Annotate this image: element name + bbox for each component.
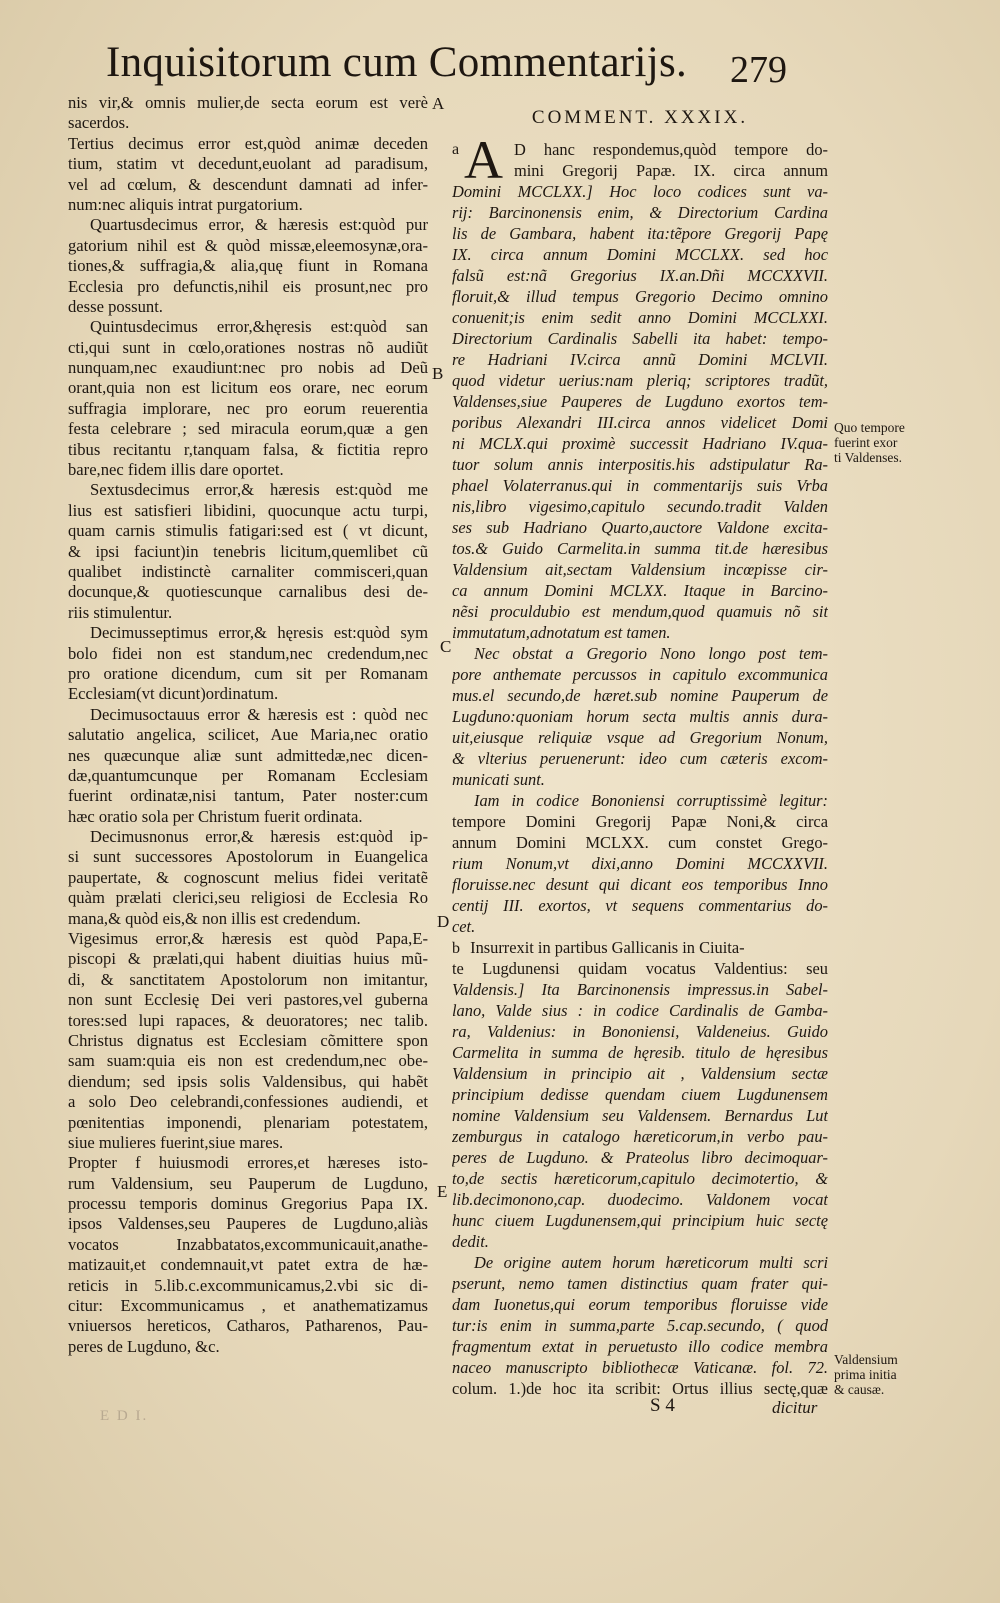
text-line: diendum; sed ipsis solis Valdensibus, qui habẽt bbox=[68, 1071, 428, 1091]
commentary-line: Lugduno:quoniam horum secta multis annis dura- bbox=[452, 707, 828, 726]
commentary-line: IX. circa annum Domini MCCLXX. sed hoc bbox=[452, 245, 828, 264]
marginal-note-line: fuerint exor bbox=[834, 435, 898, 450]
text-line: Sextusdecimus error,& hæresis est:quòd me bbox=[90, 480, 428, 500]
text-line: hæc oratio sola per Christum fuerit ordinata. bbox=[68, 806, 363, 826]
text-line: matizauit,et condemnauit,vt patet extra de hæ- bbox=[68, 1255, 428, 1275]
commentary-line: lib.decimonono,cap. duodecimo. Valdonem vocat bbox=[452, 1190, 828, 1209]
text-line: non sunt Ecclesię Dei veri pastores,vel guberna bbox=[68, 990, 428, 1010]
text-line: vel ad cœlum, & descendunt damnati ad infer- bbox=[68, 174, 428, 194]
text-line: vniuersos hereticos, Catharos, Patharenos, Pau- bbox=[68, 1316, 428, 1336]
text-line: Ecclesiam(vt dicunt)ordinatum. bbox=[68, 684, 279, 704]
text-line: tium, statim vt decedunt,euolant ad paradisum, bbox=[68, 154, 428, 174]
commentary-line: pserunt, nemo tamen distinctius quam frater qui- bbox=[452, 1274, 828, 1293]
commentary-line: dedit. bbox=[452, 1232, 489, 1251]
commentary-line: annum Domini MCLXX. cum constet Grego- bbox=[452, 833, 828, 852]
text-line: gatorium nihil est & quòd missæ,eleemosynæ,ora- bbox=[68, 235, 428, 255]
bleed-through-text: E D I. bbox=[100, 1408, 149, 1424]
commentary-line: naceo manuscripto bibliothecæ Vaticanæ. fol. 72. bbox=[452, 1358, 828, 1377]
text-line: dæ,quantumcunque per Romanam Ecclesiam bbox=[68, 765, 428, 785]
text-line: nes quæcunque aliæ sunt admittedæ,nec dicen- bbox=[68, 745, 428, 765]
text-line: vocatos Inzabbatatos,excommunicauit,anathe- bbox=[68, 1234, 428, 1254]
commentary-line: peres de Lugduno. & Prateolus libro decimoquar- bbox=[452, 1148, 828, 1167]
commentary-line: tos.& Guido Carmelita.in summa tit.de hæresibus bbox=[452, 539, 828, 558]
text-line: citur: Excommunicamus , et anathematizamus bbox=[68, 1296, 428, 1316]
text-line: paupertate, & cognoscunt melius fidei veritatẽ bbox=[68, 867, 428, 887]
text-line: sam suam:quia eis non est credendum,nec obe- bbox=[68, 1051, 428, 1071]
commentary-line: Directorium Cardinalis Sabelli ita habet: tempo- bbox=[452, 329, 828, 348]
commentary-line: Carmelita in summa de hęresib. titulo de hęresibus bbox=[452, 1043, 828, 1062]
text-line: piscopi & prælati,qui habent diuitias huius mũ- bbox=[68, 949, 428, 969]
text-line: tibus recitantu r,tanquam falsa, & fictitia repro bbox=[68, 439, 428, 459]
commentary-line: rij: Barcinonensis enim, & Directorium Cardina bbox=[452, 203, 828, 222]
commentary-line: nis,libro vigesimo,capitulo secundo.tradit Valden bbox=[452, 497, 828, 516]
commentary-line: floruit,& illud tempus Gregorio Decimo omnino bbox=[452, 287, 828, 306]
text-line: rum Valdensium, seu Pauperum de Lugduno, bbox=[68, 1173, 428, 1193]
text-line: di, & sanctitatem Apostolorum non imitantur, bbox=[68, 969, 428, 989]
left-text-column bbox=[68, 93, 428, 1393]
commentary-line: Nec obstat a Gregorio Nono longo post tem- bbox=[474, 644, 828, 663]
margin-letter-d: D bbox=[437, 912, 450, 931]
commentary-line: lis de Gambara, habent ita:tẽpore Gregorij Papę bbox=[452, 224, 828, 243]
text-line: Quartusdecimus error, & hæresis est:quòd pur bbox=[90, 215, 428, 235]
text-line: nunquam,nec exaudiunt:nec pro nobis ad Deũ bbox=[68, 358, 428, 378]
text-line: lius est satisfieri libidini, quocunque actu turpi, bbox=[68, 500, 428, 520]
text-line: Quintusdecimus error,&hęresis est:quòd san bbox=[90, 317, 428, 337]
text-line: desse possunt. bbox=[68, 296, 163, 316]
text-line: Christus dignatus est Ecclesiam cõmittere spon bbox=[68, 1030, 428, 1050]
text-line: salutatio angelica, scilicet, Aue Maria,nec oratio bbox=[68, 725, 428, 745]
commentary-line: ses sub Hadriano Quarto,auctore Valdone excita- bbox=[452, 518, 828, 537]
text-line: quam carnis stimulis fatigari:sed est ( vt dicunt, bbox=[68, 521, 428, 541]
marginal-note-dating bbox=[834, 420, 905, 465]
commentary-line: rium Nonum,vt dixi,anno Domini MCCXXVII. bbox=[452, 854, 828, 873]
commentary-line: te Lugdunensi quidam vocatus Valdentius: seu bbox=[452, 959, 828, 978]
commentary-line bbox=[452, 937, 828, 958]
margin-letter-e: E bbox=[437, 1182, 448, 1201]
margin-letter-c: C bbox=[440, 637, 452, 656]
commentary-line: uit,eiusque reliquiæ vsque ad Gregorium Nonum, bbox=[452, 728, 828, 747]
text-line: docunque,& quotiescunque carnalibus desi de- bbox=[68, 582, 428, 602]
text-line: suffragia implorare, nec pro eorum reuerentia bbox=[68, 398, 428, 418]
commentary-line: tur:is enim in summa,parte 5.cap.secundo, ( quod bbox=[452, 1316, 828, 1335]
text-line: festa celebrare ; sed miracula eorum,quæ a gen bbox=[68, 419, 428, 439]
commentary-line: Valdenses,siue Pauperes de Lugduno exortos tem- bbox=[452, 392, 828, 411]
text-line: nis vir,& omnis mulier,de secta eorum est verè bbox=[68, 93, 428, 112]
text-line: quàm prælati clerici,seu religiosi de Ecclesia Ro bbox=[68, 888, 428, 908]
commentary-line: Valdensium in principio ait , Valdensium sectæ bbox=[452, 1064, 828, 1083]
note-letter-b: b bbox=[452, 940, 460, 957]
commentary-line: De origine autem horum hæreticorum multi scri bbox=[474, 1253, 828, 1272]
text-line: peres de Lugduno, &c. bbox=[68, 1336, 220, 1356]
commentary-line: Valdensis.] Ita Barcinonensis impressus.in Sabel- bbox=[452, 980, 828, 999]
text-line: ipsos Valdenses,seu Pauperes de Lugduno,aliàs bbox=[68, 1214, 428, 1234]
text-line: siue mulieres fuerint,siue mares. bbox=[68, 1132, 284, 1152]
commentary-line: & vlterius peruenerunt: ideo cum cæteris excom- bbox=[452, 749, 828, 768]
note-letter-a: a bbox=[452, 141, 460, 158]
commentary-line-text: Insurrexit in partibus Gallicanis in Ciuita- bbox=[470, 938, 745, 957]
text-line: bolo fidei non est standum,nec credendum,nec bbox=[68, 643, 428, 663]
commentary-line: quod videtur uerius:nam pleriq; scriptores tradũt, bbox=[452, 371, 828, 390]
commentary-text bbox=[452, 130, 828, 1399]
marginal-note-line: & causæ. bbox=[834, 1382, 885, 1397]
folio-number: 279 bbox=[730, 49, 787, 91]
marginal-note-line: prima initia bbox=[834, 1367, 897, 1382]
right-commentary-column bbox=[452, 93, 828, 1423]
commentary-line: ca annum Domini MCLXX. Itaque in Barcino- bbox=[452, 581, 828, 600]
text-line: Ecclesia pro defunctis,nihil eis prosunt,nec pro bbox=[68, 276, 428, 296]
text-line: Propter f huiusmodi errores,et hæreses isto- bbox=[68, 1153, 428, 1173]
text-line: num:nec aliquis intrat purgatorium. bbox=[68, 194, 303, 214]
text-line: Vigesimus error,& hæresis est quòd Papa,E- bbox=[68, 929, 428, 949]
commentary-line: conuenit;is enim sedit anno Domini MCCLXXI. bbox=[452, 308, 828, 327]
text-line: reticis in 5.lib.c.excommunicamus,2.vbi sic di- bbox=[68, 1275, 428, 1295]
text-line: qualibet indistinctè carnaliter commisceri,quan bbox=[68, 561, 428, 581]
commentary-line: poribus Alexandri III.circa annos videlicet Domi bbox=[452, 413, 828, 432]
commentary-line: immutatum,adnotatum est tamen. bbox=[452, 623, 671, 642]
text-line: cti,qui sunt in cœlo,orationes nostras nõ audiũt bbox=[68, 337, 428, 357]
commentary-line: municati sunt. bbox=[452, 770, 545, 789]
commentary-line: centij III. exortos, vt sequens commentarius do- bbox=[452, 896, 828, 915]
text-line: tiones,& suffragia,& alia,quę fiunt in Romana bbox=[68, 256, 428, 276]
commentary-line-text: D hanc respondemus,quòd tempore do- bbox=[514, 140, 828, 159]
commentary-line: zemburgus in catalogo hæreticorum,in verbo pau- bbox=[452, 1127, 828, 1146]
marginal-note-line: Quo tempore bbox=[834, 420, 905, 435]
commentary-heading: COMMENT. XXXIX. bbox=[531, 107, 749, 128]
commentary-line: cet. bbox=[452, 917, 476, 936]
text-line: si sunt successores Apostolorum in Euangelica bbox=[68, 847, 428, 867]
commentary-line: Domini MCCLXX.] Hoc loco codices sunt va- bbox=[452, 182, 828, 201]
text-line: Decimusnonus error,& hæresis est:quòd ip- bbox=[90, 827, 428, 847]
drop-cap: A bbox=[464, 130, 503, 190]
catchword: dicitur bbox=[772, 1398, 818, 1417]
commentary-line: phael Volaterranus.qui in commentarijs suis Vrba bbox=[452, 476, 828, 495]
text-line: Decimusseptimus error,& hęresis est:quòd sym bbox=[90, 623, 428, 643]
commentary-line: hunc ciuem Lugdunensem,qui principium huic sectę bbox=[452, 1211, 828, 1230]
commentary-line: to,de sectis hæreticorum,capitulo decimotertio, & bbox=[452, 1169, 828, 1188]
commentary-line: Iam in codice Bononiensi corruptissimè legitur: bbox=[474, 791, 828, 810]
text-line: mana,& quòd eis,& non illis est credendum. bbox=[68, 908, 361, 928]
commentary-line: tempore Domini Gregorij Papæ Noni,& circa bbox=[452, 812, 828, 831]
text-line: orant,quia non est licitum eos orare, nec eorum bbox=[68, 378, 428, 398]
text-line: pœnitentias imponendi, plenariam potestatem, bbox=[68, 1112, 428, 1132]
signature-mark: S 4 bbox=[650, 1395, 675, 1416]
commentary-line: principium dedisse quendam ciuem Lugdunensem bbox=[452, 1085, 828, 1104]
text-line: & ipsi faciunt)in tenebris licitum,quemlibet cũ bbox=[68, 541, 428, 561]
margin-letter-a: A bbox=[432, 94, 445, 113]
marginal-note-line: ti Valdenses. bbox=[834, 450, 902, 465]
marginal-note-origins bbox=[834, 1352, 898, 1397]
commentary-line: tuor solum annis interpositis.his adstipulatur Ra- bbox=[452, 455, 828, 474]
commentary-line: ni MCLX.qui proximè successit Hadriano IV.qua- bbox=[452, 434, 828, 453]
running-title: Inquisitorum cum Commentarijs. bbox=[106, 39, 688, 86]
text-line: processu temporis dominus Gregorius Papa IX. bbox=[68, 1194, 428, 1214]
text-line: fuerint ordinatæ,nisi tantum, Pater noster:cum bbox=[68, 786, 428, 806]
text-line: Decimusoctauus error & hæresis est : quòd nec bbox=[90, 704, 428, 724]
text-line: Tertius decimus error est,quòd animæ deceden bbox=[68, 133, 428, 153]
text-line: sacerdos. bbox=[68, 113, 130, 133]
commentary-line: re Hadriani IV.circa annũ Domini MCLVII. bbox=[452, 350, 828, 369]
commentary-line: fragmentum extat in peruetusto illo codice membra bbox=[452, 1337, 828, 1356]
margin-letter-b: B bbox=[432, 364, 444, 383]
commentary-line: nẽsi proculdubio est mendum,quod quamuis nõ sit bbox=[452, 602, 828, 621]
commentary-line: mus.el secundo,de hæret.sub nomine Pauperum de bbox=[452, 686, 828, 705]
marginal-note-line: Valdensium bbox=[834, 1352, 898, 1367]
commentary-line: Valdensium ait,sectam Valdensium incœpisse cir- bbox=[452, 560, 828, 579]
text-line: tores:sed lupi rapaces, & deuoratores; nec talib. bbox=[68, 1010, 428, 1030]
commentary-line: dam Iuonetus,qui eorum temporibus floruisse vide bbox=[452, 1295, 828, 1314]
text-line: pro oratione dicendum, cum sit per Romanam bbox=[68, 663, 428, 683]
commentary-line: pore anthemate percussos in capitulo excommunica bbox=[452, 665, 828, 684]
text-line: bare,nec fidem illis dare oportet. bbox=[68, 460, 284, 480]
commentary-line: ra, Valdenius: in Bononiensi, Valdeneius. Guido bbox=[452, 1022, 828, 1041]
commentary-line: falsũ est:nã Gregorius IX.an.Dñi MCCXXVII. bbox=[452, 266, 828, 285]
commentary-line: colum. 1.)de hoc ita scribit: Ortus illius sectę,quæ bbox=[452, 1379, 828, 1398]
commentary-line: nomine Valdensium seu Valdensem. Bernardus Lut bbox=[452, 1106, 828, 1125]
commentary-line: mini Gregorij Papæ. IX. circa annum bbox=[514, 161, 828, 180]
text-line: riis stimulentur. bbox=[68, 602, 173, 622]
text-line: a solo Deo celebrandi,confessiones audiendi, et bbox=[68, 1092, 428, 1112]
commentary-line: floruisse.nec desunt qui dicant eos temporibus Inno bbox=[452, 875, 828, 894]
commentary-line: lano, Valde sius : in codice Cardinalis de Gamba- bbox=[452, 1001, 828, 1020]
